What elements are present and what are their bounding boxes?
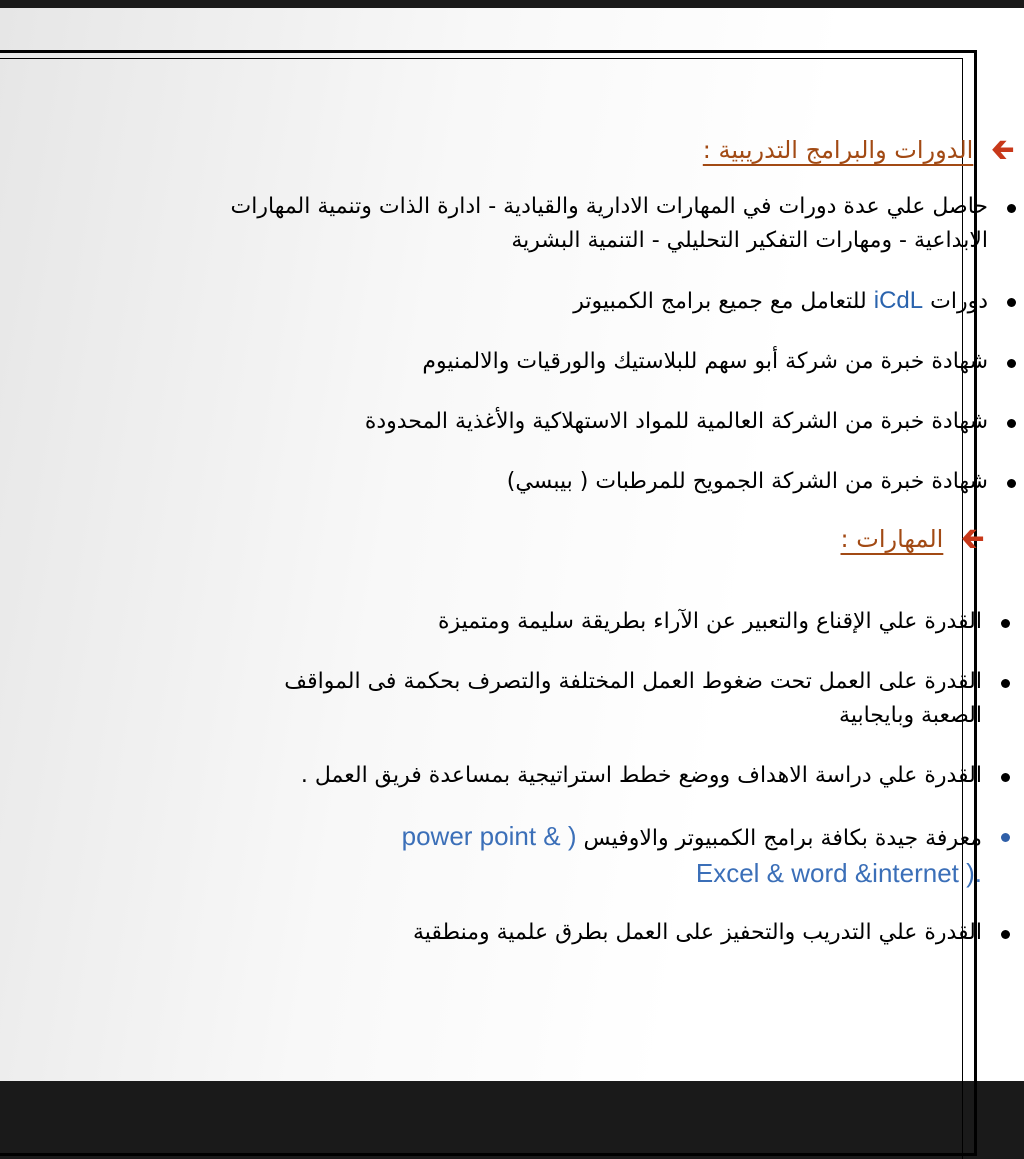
item-text: حاصل علي عدة دورات في المهارات الادارية والقيادية - ادارة الذات وتنمية المهارات: [230, 194, 988, 219]
courses-heading: [0, 133, 1014, 166]
item-text-line2: الابداعية - ومهارات التفكير التحليلي - التنمية البشرية: [511, 228, 988, 253]
item-text: القدرة علي دراسة الاهداف ووضع خطط استراتيجية بمساعدة فريق العمل .: [300, 763, 982, 788]
arrow-left-icon: 🡰: [961, 522, 984, 555]
list-item: [0, 819, 1018, 890]
skills-heading-text: المهارات :: [840, 525, 944, 553]
list-item: [0, 665, 1018, 733]
item-text: شهادة خبرة من الشركة العالمية للمواد الاستهلاكية والأغذية المحدودة: [364, 409, 988, 434]
item-text-english-line2: .( Excel & word &internet: [695, 858, 982, 888]
item-text-pre: دورات: [930, 289, 988, 314]
document-page: [0, 8, 1024, 1081]
list-item: [0, 605, 1018, 639]
document-content: [0, 133, 1014, 976]
list-item: [0, 190, 1024, 258]
list-item: [0, 284, 1024, 319]
item-text: القدرة على العمل تحت ضغوط العمل المختلفة والتصرف بحكمة فى المواقف: [284, 669, 982, 694]
item-text-english: ( & power point: [401, 821, 577, 851]
arrow-left-icon: 🡰: [991, 133, 1014, 166]
courses-list: [0, 190, 988, 499]
item-text-post: للتعامل مع جميع برامج الكمبيوتر: [573, 289, 867, 314]
list-item: [0, 759, 1018, 793]
list-item: [0, 345, 1024, 379]
item-text: شهادة خبرة من الشركة الجمويح للمرطبات ( بيبسي): [506, 469, 988, 494]
item-text: شهادة خبرة من شركة أبو سهم للبلاستيك والورقيات والالمنيوم: [422, 349, 988, 374]
top-bar: [0, 0, 1024, 8]
list-item: [0, 465, 1024, 499]
item-text: القدرة علي التدريب والتحفيز على العمل بطرق علمية ومنطقية: [412, 920, 982, 945]
item-text: القدرة علي الإقناع والتعبير عن الآراء بطريقة سليمة ومتميزة: [438, 609, 982, 634]
skills-list: [0, 605, 982, 950]
item-text-arabic: معرفة جيدة بكافة برامج الكمبيوتر والاوفيس: [583, 826, 982, 851]
list-item: [0, 916, 1018, 950]
list-item: [0, 405, 1024, 439]
courses-heading-text: الدورات والبرامج التدريبية :: [702, 136, 974, 164]
skills-heading: [0, 522, 984, 555]
item-text-latin: iCdL: [873, 287, 924, 314]
item-text-line2: الصعبة وبايجابية: [839, 703, 982, 728]
